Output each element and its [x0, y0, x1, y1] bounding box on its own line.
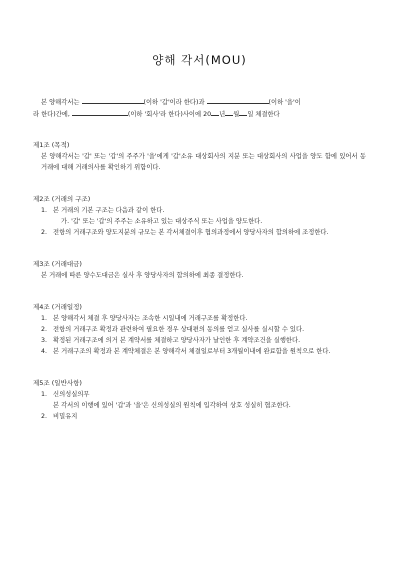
item-number: 4. [41, 348, 48, 355]
item-text: 본 양해각서 체결 후 양당사자는 조속한 시일내에 거래구조를 확정한다. [53, 315, 248, 322]
intro-text: 일 체결한다 [247, 111, 280, 118]
intro-text: (이하 '갑'이라 한다)과 [143, 99, 207, 106]
list-item [33, 389, 366, 400]
list-item [33, 324, 366, 335]
sub-item: 가. '갑' 또는 '갑'의 주주는 소유하고 있는 대상주식 또는 사업을 양도한다. [61, 218, 263, 225]
list-item [33, 205, 366, 216]
article-5-title: 제5조 (일반사항) [33, 379, 82, 387]
article-3-title: 제3조 (거래대금) [33, 260, 82, 268]
list-item [33, 411, 366, 422]
item-text: 본 거래구조의 확정과 본 계약체결은 본 양해각서 체결일로부터 3개월이내에 완료함을 원칙으로 한다. [53, 348, 331, 355]
article-1-title: 제1조 (목적) [33, 141, 70, 149]
article-3-body: 본 거래에 따른 양수도대금은 실사 후 양당사자의 합의하에 최종 결정한다. [41, 272, 244, 279]
item-number: 2. [41, 413, 48, 420]
article-4-title: 제4조 (거래일정) [33, 303, 82, 311]
item-number: 1. [41, 391, 48, 398]
article-1-body: 본 양해각서는 '갑' 또는 '갑'의 주주가 '을'에게 '갑'소유 대상회사의 지분 또는 대상회사의 사업을 양도 함에 있어서 동거래에 대해 거래의사를 확인하기 위함이다. [41, 153, 366, 171]
party-a-blank[interactable] [82, 96, 144, 104]
intro-text: 월 [233, 111, 240, 118]
intro-text: 본 양해각서는 [41, 99, 82, 106]
list-item [33, 227, 366, 238]
year-blank[interactable] [211, 108, 219, 116]
intro-text: 년 [219, 111, 226, 118]
intro-text: 라 한다)간에, [33, 111, 72, 118]
item-number: 1. [41, 315, 48, 322]
document-title: 양해 각서(MOU) [152, 53, 247, 67]
list-item [33, 346, 366, 357]
company-blank[interactable] [72, 108, 128, 116]
article-2-title: 제2조 (거래의 구조) [33, 195, 91, 203]
intro-text: (이하 '회사'라 한다)사이에 20 [127, 111, 212, 118]
item-text: 확정된 거래구조에 의거 본 계약서를 체결하고 양당사자가 날인한 후 계약조건을 실행한다. [53, 337, 301, 344]
list-item [33, 335, 366, 346]
item-text: 전항의 거래구조와 양도지분의 규모는 본 각서체결이후 협의과정에서 양당사자의 합의하에 조정한다. [53, 229, 329, 236]
intro-text: (이하 '을'이 [268, 99, 301, 106]
item-number: 3. [41, 337, 48, 344]
sub-item: 본 각서의 이행에 있어 '갑'과 '을'은 신의성실의 원칙에 입각하여 상호 성실히 협조한다. [53, 402, 291, 409]
item-text: 신의성실의무 [53, 391, 90, 398]
party-b-blank[interactable] [207, 96, 269, 104]
item-number: 2. [41, 326, 48, 333]
list-item [33, 313, 366, 324]
item-text: 본 거래의 기본 구조는 다음과 같이 한다. [53, 207, 165, 214]
item-number: 2. [41, 229, 48, 236]
intro-paragraph [33, 96, 366, 120]
item-text: 전항의 거래구조 확정과 관련하여 필요한 경우 상대편의 동의를 얻고 실사를 실시할 수 있다. [53, 326, 305, 333]
item-text: 비밀유지 [53, 413, 78, 420]
item-number: 1. [41, 207, 48, 214]
